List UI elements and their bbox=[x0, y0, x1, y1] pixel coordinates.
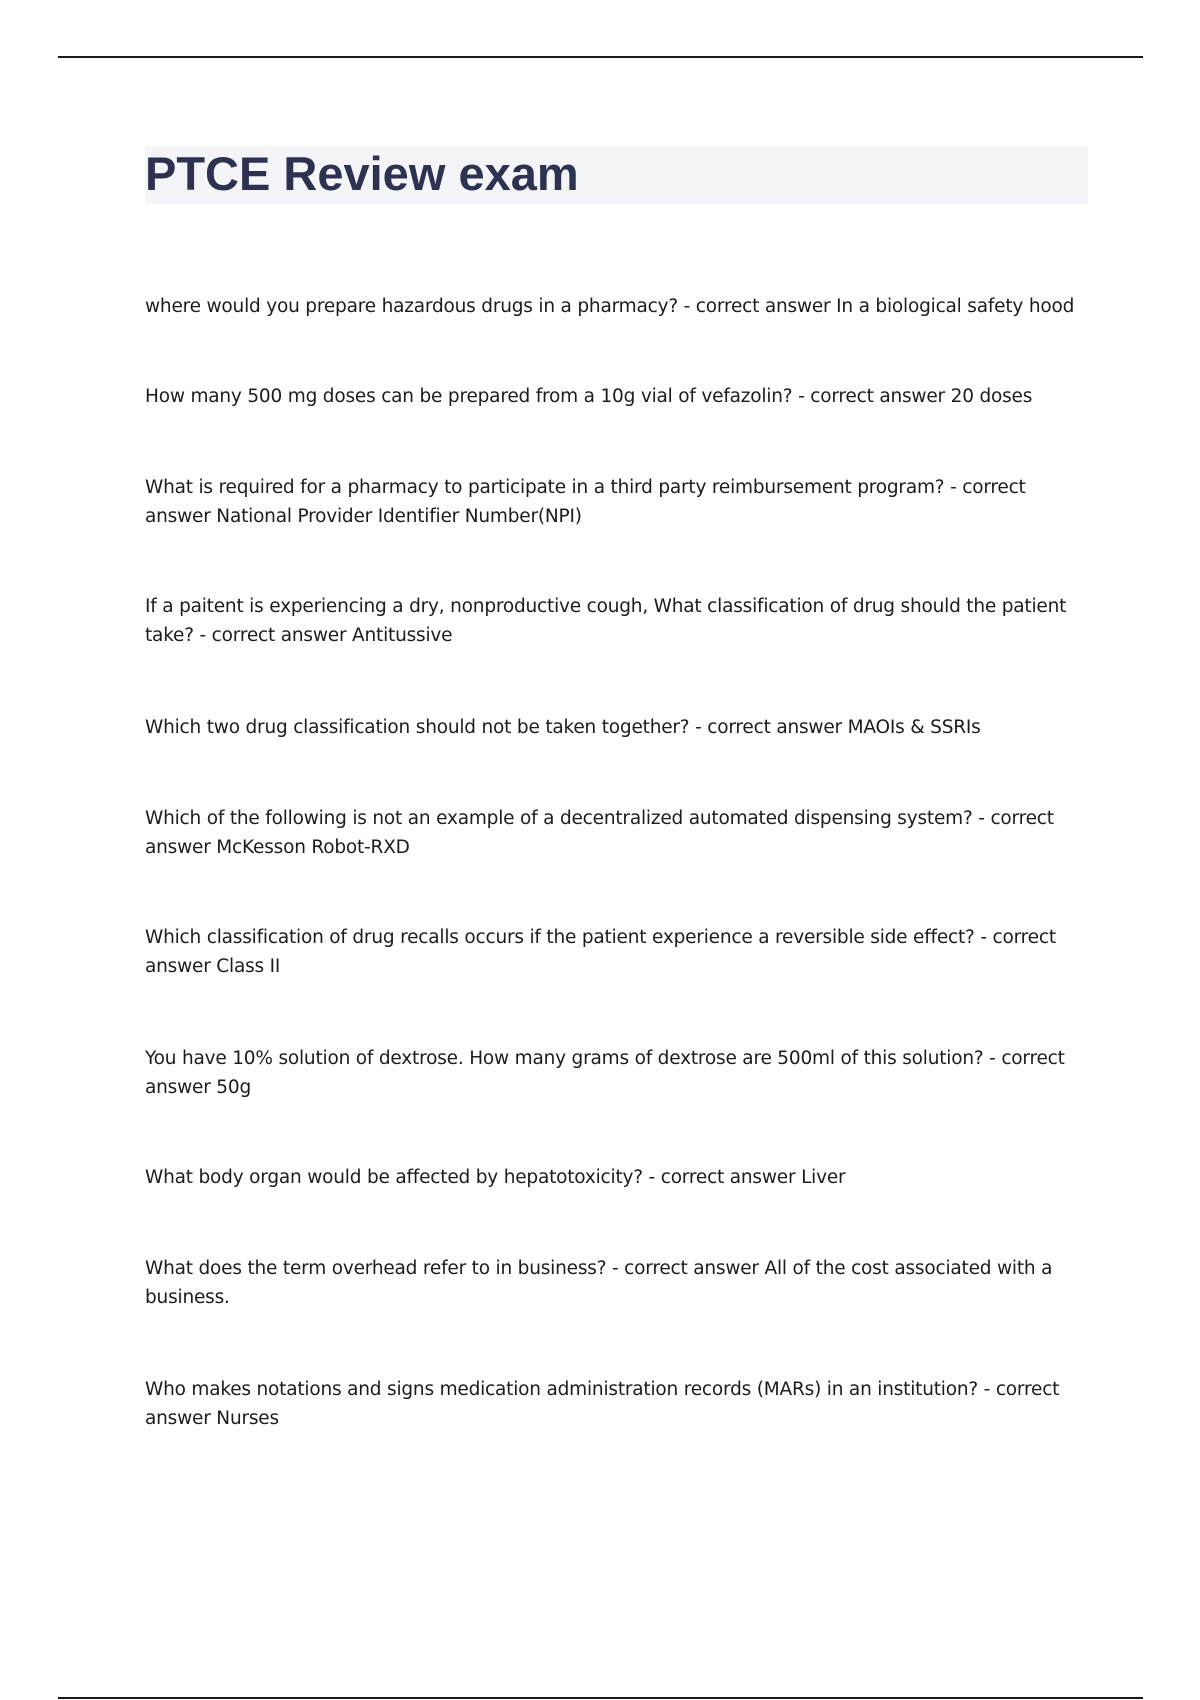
qa-item: where would you prepare hazardous drugs in a pharmacy? - correct answer In a biological safety hood bbox=[145, 296, 1075, 317]
qa-item: You have 10% solution of dextrose. How many grams of dextrose are 500ml of this solution? - correct answer 50g bbox=[145, 1048, 1065, 1098]
qa-item: Which classification of drug recalls occurs if the patient experience a reversible side effect? - correct answer Class II bbox=[145, 927, 1056, 977]
qa-item: What body organ would be affected by hepatotoxicity? - correct answer Liver bbox=[145, 1167, 846, 1188]
qa-item: Who makes notations and signs medication administration records (MARs) in an institution? - correct answer Nurses bbox=[145, 1379, 1060, 1429]
bottom-rule bbox=[58, 1697, 1143, 1699]
top-rule bbox=[58, 56, 1143, 58]
qa-item: Which two drug classification should not be taken together? - correct answer MAOIs & SSRIs bbox=[145, 717, 981, 738]
qa-item: How many 500 mg doses can be prepared from a 10g vial of vefazolin? - correct answer 20 doses bbox=[145, 386, 1033, 407]
qa-item: What does the term overhead refer to in business? - correct answer All of the cost associated with a business. bbox=[145, 1258, 1053, 1308]
qa-item: If a paitent is experiencing a dry, nonproductive cough, What classification of drug should the patient take? - correct answer Antitussive bbox=[145, 596, 1067, 646]
document-title: PTCE Review exam bbox=[145, 147, 579, 200]
qa-item: What is required for a pharmacy to participate in a third party reimbursement program? - correct answer National Provider Identifier Number(NPI) bbox=[145, 477, 1026, 527]
qa-item: Which of the following is not an example of a decentralized automated dispensing system? - correct answer McKesson Robot-RXD bbox=[145, 808, 1054, 858]
